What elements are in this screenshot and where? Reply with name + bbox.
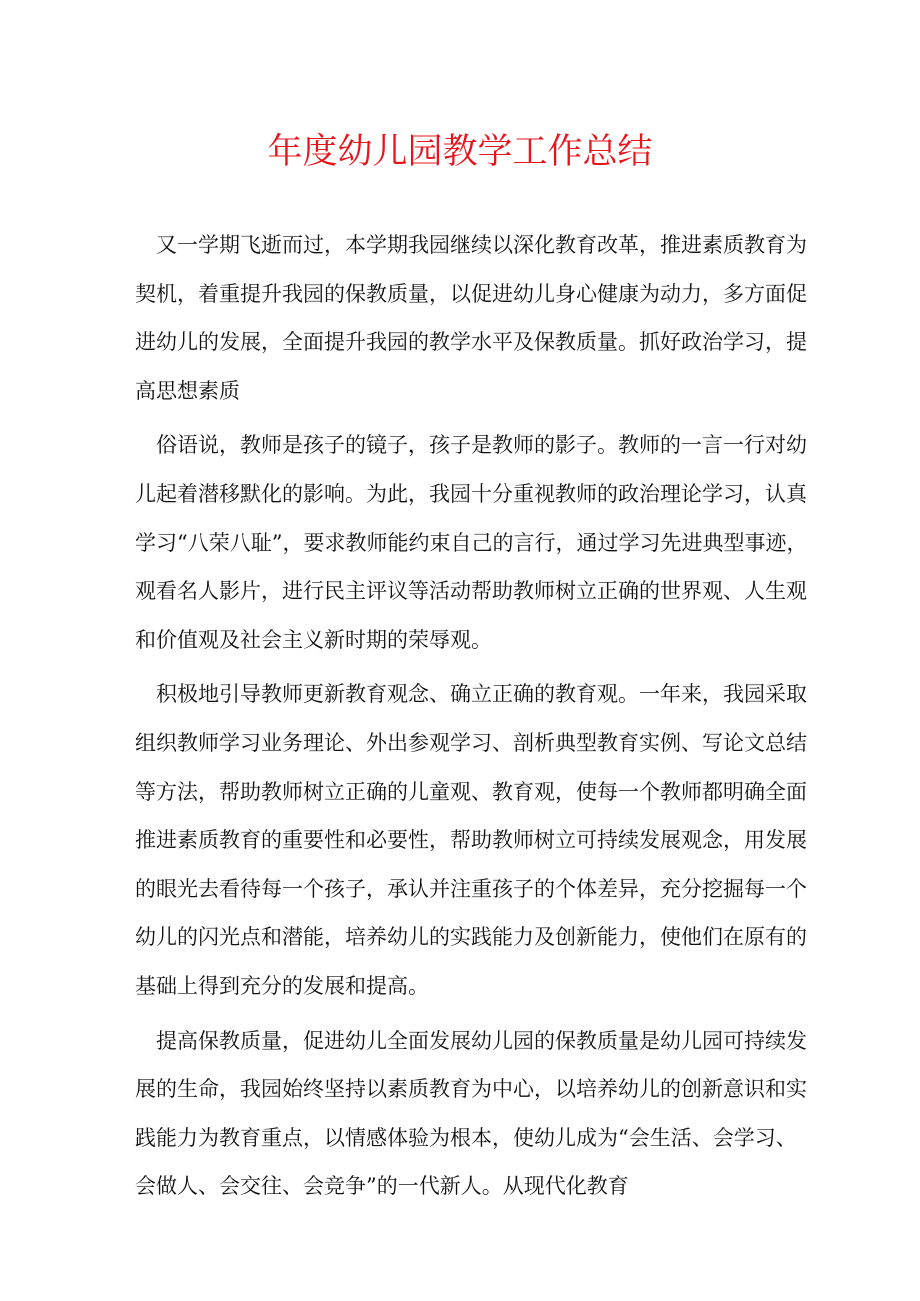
paragraph-2 (135, 421, 808, 664)
paragraph-line: 俗语说，教师是孩子的镜子，孩子是教师的影子。教师的一言一行对幼 (156, 433, 807, 458)
paragraph-1 (135, 221, 807, 415)
document-title: 年度幼儿园教学工作总结 (267, 132, 653, 172)
paragraph-line: 推进素质教育的重要性和必要性，帮助教师树立可持续发展观念，用发展 (135, 828, 807, 853)
paragraph-line: 提高保教质量，促进幼儿全面发展幼儿园的保教质量是幼儿园可持续发 (156, 1028, 807, 1053)
paragraph-line: 幼儿的闪光点和潜能，培养幼儿的实践能力及创新能力，使他们在原有的 (135, 925, 807, 950)
paragraph-line: 展的生命，我园始终坚持以素质教育为中心，以培养幼儿的创新意识和实 (135, 1077, 807, 1102)
paragraph-line: 学习“八荣八耻”，要求教师能约束自己的言行，通过学习先进典型事迹， (135, 530, 808, 555)
paragraph-line: 契机，着重提升我园的保教质量，以促进幼儿身心健康为动力，多方面促 (135, 281, 807, 306)
paragraph-line: 践能力为教育重点，以情感体验为根本，使幼儿成为“会生活、会学习、 (135, 1125, 797, 1150)
paragraph-line: 的眼光去看待每一个孩子，承认并注重孩子的个体差异，充分挖掘每一个 (135, 876, 807, 901)
document-body (135, 221, 808, 1217)
paragraph-3 (135, 670, 807, 1010)
paragraph-line: 积极地引导教师更新教育观念、确立正确的教育观。一年来，我园采取 (156, 682, 807, 707)
paragraph-line: 又一学期飞逝而过，本学期我园继续以深化教育改革，推进素质教育为 (156, 233, 807, 257)
paragraph-line: 高思想素质 (135, 378, 240, 403)
paragraph-line: 观看名人影片，进行民主评议等活动帮助教师树立正确的世界观、人生观 (135, 579, 807, 604)
paragraph-line: 基础上得到充分的发展和提高。 (135, 973, 429, 998)
paragraph-line: 会做人、会交往、会竞争”的一代新人。从现代化教育 (135, 1174, 629, 1199)
paragraph-line: 等方法，帮助教师树立正确的儿童观、教育观，使每一个教师都明确全面 (135, 779, 807, 804)
paragraph-line: 儿起着潜移默化的影响。为此，我园十分重视教师的政治理论学习，认真 (135, 481, 807, 506)
paragraph-line: 进幼儿的发展，全面提升我园的教学水平及保教质量。抓好政治学习，提 (135, 330, 807, 355)
paragraph-line: 组织教师学习业务理论、外出参观学习、剖析典型教育实例、写论文总结 (135, 730, 807, 755)
paragraph-line: 和价值观及社会主义新时期的荣辱观。 (135, 627, 492, 652)
paragraph-4 (135, 1017, 807, 1211)
